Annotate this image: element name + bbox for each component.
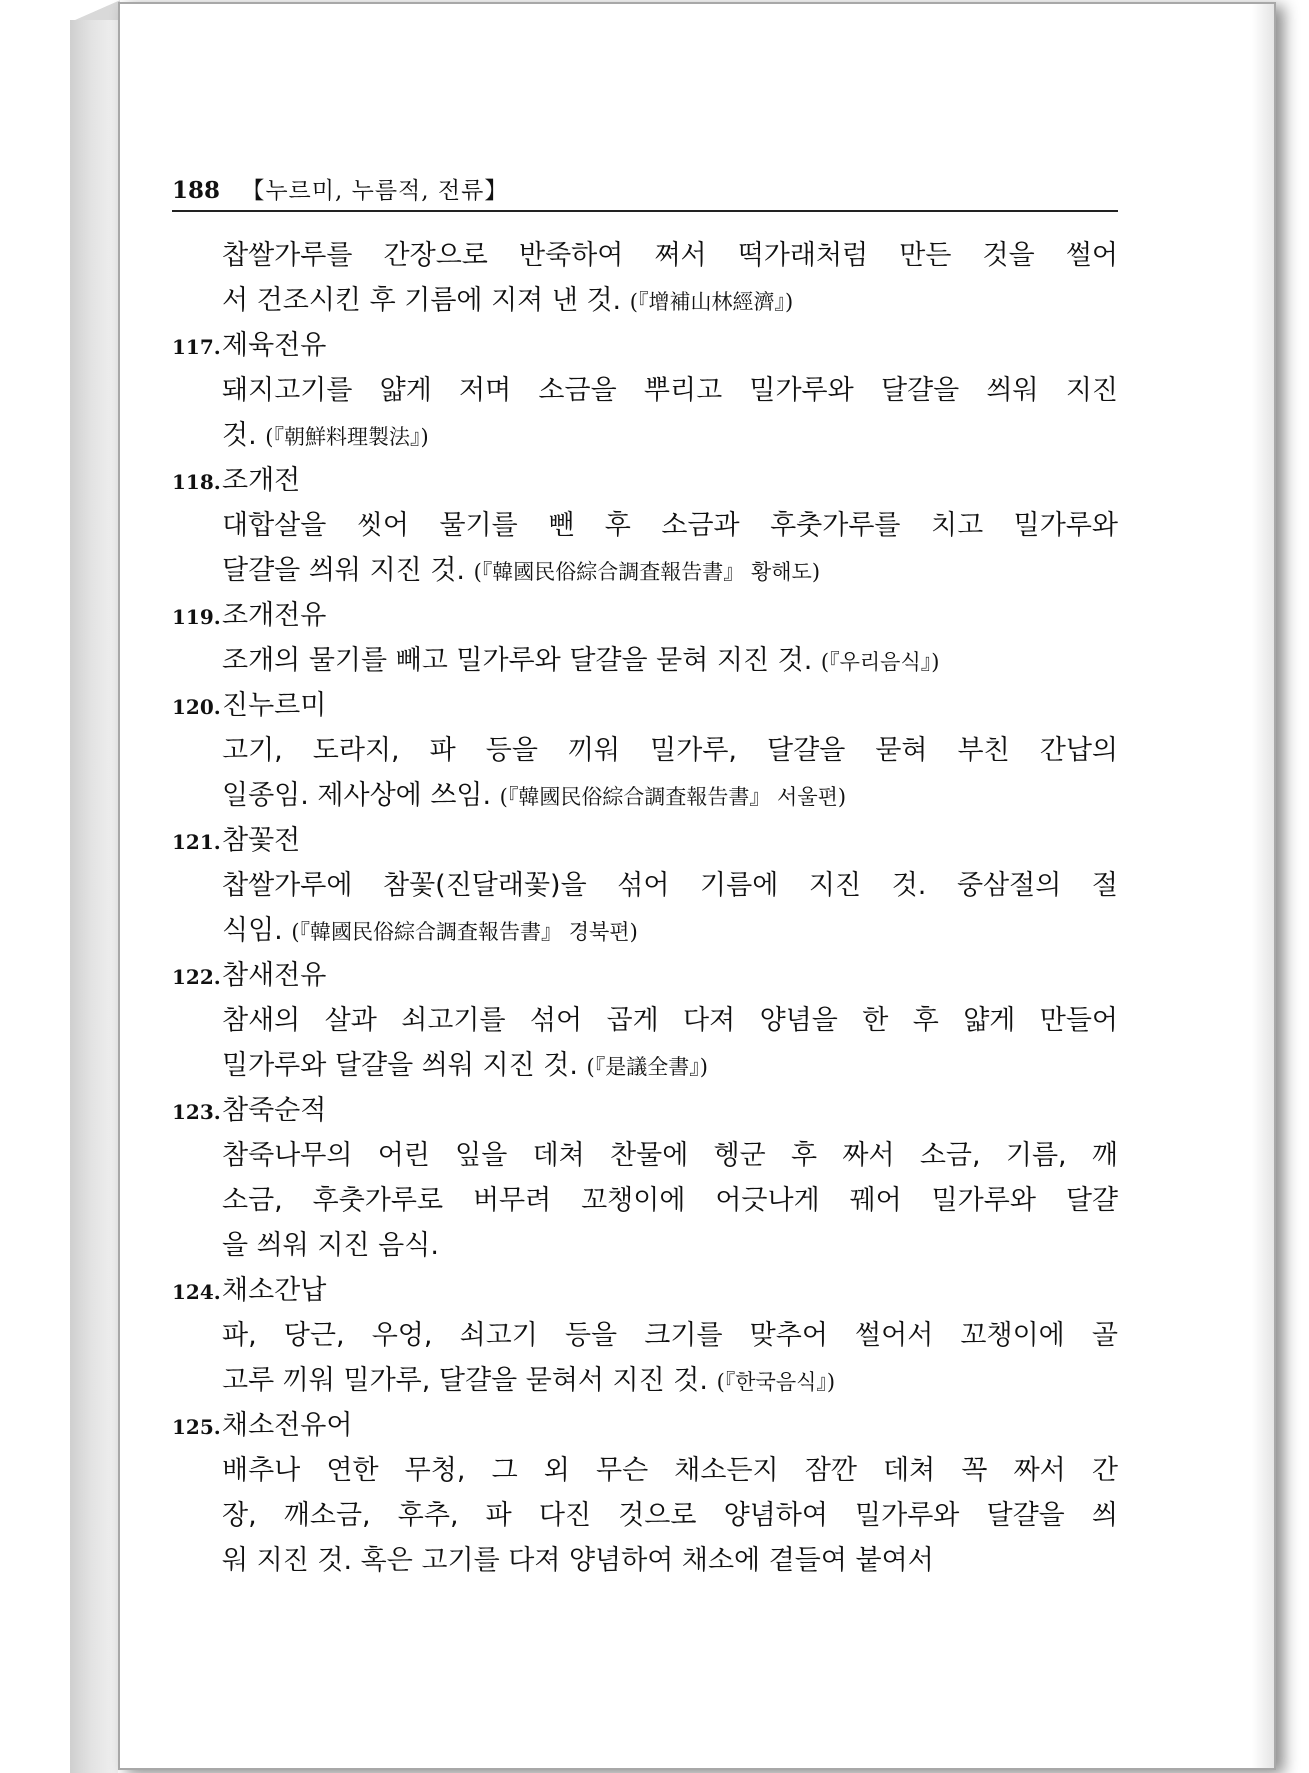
entry-number: 124. <box>172 1280 221 1304</box>
line-text: 배추나 연한 무청, 그 외 무슨 채소든지 잠깐 데쳐 꼭 짜서 간 <box>222 1455 1118 1486</box>
entry-heading <box>172 683 1118 728</box>
book-spine <box>70 20 118 1773</box>
entry-heading <box>172 1268 1118 1313</box>
line-text: 돼지고기를 얇게 저며 소금을 뿌리고 밀가루와 달걀을 씌워 지진 <box>222 375 1118 406</box>
entry-definition-line <box>172 1043 1118 1088</box>
entry-heading <box>172 593 1118 638</box>
source-citation: (『韓國民俗綜合調査報告書』 경북편) <box>291 920 638 944</box>
line-text: 참새의 살과 쇠고기를 섞어 곱게 다져 양념을 한 후 얇게 만들어 <box>222 1005 1118 1036</box>
entry-definition-line <box>172 1223 1118 1268</box>
running-header <box>172 172 1118 214</box>
entry-name: 참꽃전 <box>222 825 301 856</box>
line-text: 장, 깨소금, 후추, 파 다진 것으로 양념하여 밀가루와 달걀을 씌 <box>222 1500 1118 1531</box>
entry-definition-line <box>172 1358 1118 1403</box>
line-text: 찹쌀가루에 참꽃(진달래꽃)을 섞어 기름에 지진 것. 중삼절의 절 <box>222 870 1118 901</box>
entry-heading <box>172 323 1118 368</box>
entry-definition-line <box>172 638 1118 683</box>
entry-definition-line <box>172 368 1118 413</box>
entry-definition-line <box>172 728 1118 773</box>
entry-heading <box>172 458 1118 503</box>
entry-number: 120. <box>172 695 221 719</box>
entry-definition-line <box>172 548 1118 593</box>
line-text: 것. <box>222 420 257 451</box>
entry-definition-line <box>172 1178 1118 1223</box>
book-spine-top <box>70 0 120 22</box>
entry-definition-line <box>172 1538 1118 1583</box>
source-citation: (『韓國民俗綜合調査報告書』 황해도) <box>473 560 821 584</box>
entry-number: 119. <box>172 605 221 629</box>
continuation-line <box>172 233 1118 278</box>
entry-number: 121. <box>172 830 221 854</box>
entry-name: 진누르미 <box>222 690 327 721</box>
line-text: 워 지진 것. 혹은 고기를 다져 양념하여 채소에 곁들여 붙여서 <box>222 1545 934 1576</box>
entry-number: 118. <box>172 470 221 494</box>
line-text: 일종임. 제사상에 쓰임. <box>222 780 492 811</box>
page-number: 188 <box>172 177 221 204</box>
page-body <box>172 233 1118 1583</box>
entry-number: 117. <box>172 335 221 359</box>
entry-definition-line <box>172 908 1118 953</box>
entry-definition-line <box>172 773 1118 818</box>
entry-name: 채소간납 <box>222 1275 327 1306</box>
entry-definition-line <box>172 998 1118 1043</box>
header-rule <box>172 210 1118 212</box>
entry-number: 122. <box>172 965 221 989</box>
entry-definition-line <box>172 1448 1118 1493</box>
entry-definition-line <box>172 413 1118 458</box>
entry-heading <box>172 1403 1118 1448</box>
line-text: 밀가루와 달걀을 씌워 지진 것. <box>222 1050 578 1081</box>
source-citation: (『우리음식』) <box>820 650 940 674</box>
line-text: 달걀을 씌워 지진 것. <box>222 555 465 586</box>
line-text: 참죽나무의 어린 잎을 데쳐 찬물에 헹군 후 짜서 소금, 기름, 깨 <box>222 1140 1118 1171</box>
page-edge-shadow <box>1252 4 1274 1768</box>
continuation-line <box>172 278 1118 323</box>
entry-name: 참새전유 <box>222 960 327 991</box>
line-text: 소금, 후춧가루로 버무려 꼬챙이에 어긋나게 꿰어 밀가루와 달걀 <box>222 1185 1118 1216</box>
source-citation: (『是議全書』) <box>586 1055 708 1079</box>
line-text: 파, 당근, 우엉, 쇠고기 등을 크기를 맞추어 썰어서 꼬챙이에 골 <box>222 1320 1118 1351</box>
entry-definition-line <box>172 1493 1118 1538</box>
entry-number: 123. <box>172 1100 221 1124</box>
line-text: 식임. <box>222 915 283 946</box>
entry-list <box>172 323 1118 1583</box>
entry-name: 참죽순적 <box>222 1095 327 1126</box>
header-title: 【누르미, 누름적, 전류】 <box>241 178 509 204</box>
entry-name: 채소전유어 <box>222 1410 353 1441</box>
line-text: 고기, 도라지, 파 등을 끼워 밀가루, 달걀을 묻혀 부친 간납의 <box>222 735 1118 766</box>
entry-definition-line <box>172 863 1118 908</box>
entry-name: 조개전 <box>222 465 301 496</box>
entry-name: 제육전유 <box>222 330 327 361</box>
line-text: 대합살을 씻어 물기를 뺀 후 소금과 후춧가루를 치고 밀가루와 <box>222 510 1118 541</box>
entry-heading <box>172 1088 1118 1133</box>
source-citation: (『增補山林經濟』) <box>629 290 794 314</box>
entry-heading <box>172 818 1118 863</box>
entry-number: 125. <box>172 1415 221 1439</box>
entry-definition-line <box>172 1313 1118 1358</box>
source-citation: (『朝鮮料理製法』) <box>265 425 429 449</box>
entry-definition-line <box>172 503 1118 548</box>
line-text: 서 건조시킨 후 기름에 지져 낸 것. <box>222 285 622 316</box>
line-text: 을 씌워 지진 음식. <box>222 1230 439 1261</box>
line-text: 조개의 물기를 빼고 밀가루와 달걀을 묻혀 지진 것. <box>222 645 813 676</box>
line-text: 찹쌀가루를 간장으로 반죽하여 쪄서 떡가래처럼 만든 것을 썰어 <box>222 240 1118 271</box>
entry-name: 조개전유 <box>222 600 327 631</box>
entry-heading <box>172 953 1118 998</box>
source-citation: (『한국음식』) <box>716 1370 836 1394</box>
line-text: 고루 끼워 밀가루, 달걀을 묻혀서 지진 것. <box>222 1365 708 1396</box>
entry-definition-line <box>172 1133 1118 1178</box>
source-citation: (『韓國民俗綜合調査報告書』 서울편) <box>499 785 847 809</box>
